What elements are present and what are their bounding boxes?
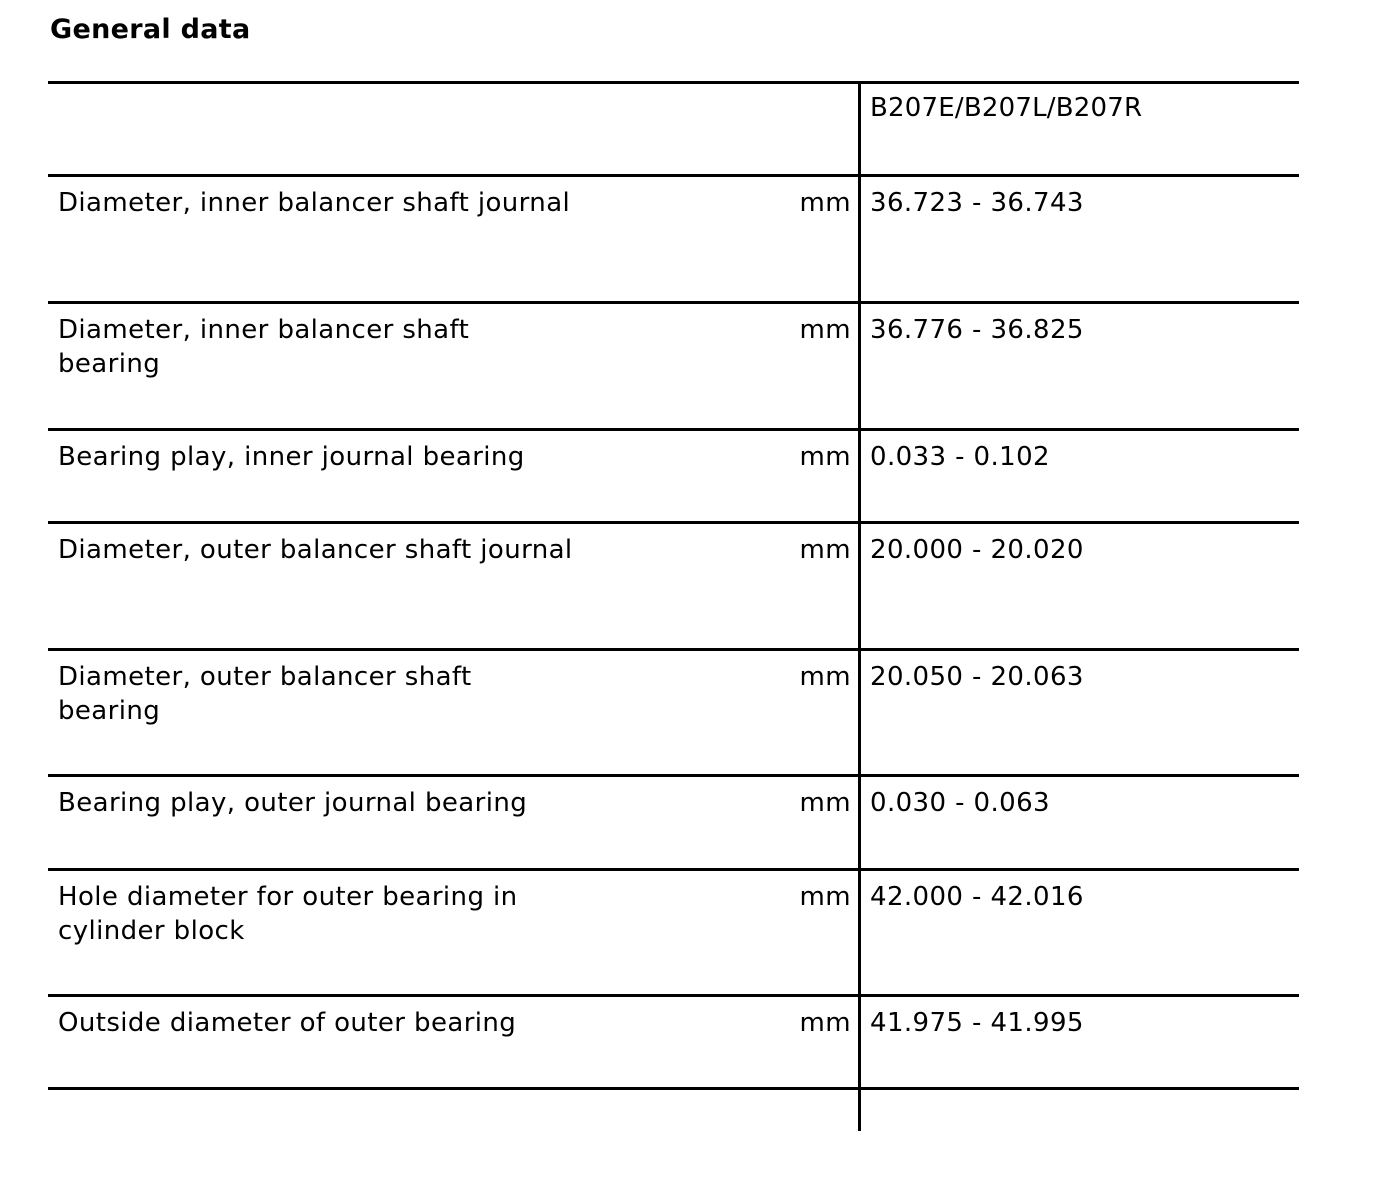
row-label: Diameter, outer balancer shaft journal — [58, 535, 573, 565]
table-row — [48, 428, 1299, 521]
row-value: 36.776 - 36.825 — [870, 315, 1084, 345]
table-row — [48, 648, 1299, 774]
row-value: 0.030 - 0.063 — [870, 788, 1050, 818]
row-value: 41.975 - 41.995 — [870, 1008, 1084, 1038]
table-row — [48, 868, 1299, 994]
row-label: Diameter, outer balancer shaft bearing — [58, 662, 472, 726]
row-unit: mm — [799, 188, 851, 218]
page-title: General data — [50, 14, 251, 45]
row-unit: mm — [799, 882, 851, 912]
table-row — [48, 774, 1299, 868]
row-label: Outside diameter of outer bearing — [58, 1008, 517, 1038]
table-row — [48, 994, 1299, 1087]
row-value: 0.033 - 0.102 — [870, 442, 1050, 472]
row-unit: mm — [799, 535, 851, 565]
row-unit: mm — [799, 788, 851, 818]
row-label: Bearing play, outer journal bearing — [58, 788, 528, 818]
row-label: Diameter, inner balancer shaft bearing — [58, 315, 470, 379]
row-unit: mm — [799, 662, 851, 692]
table-row — [48, 301, 1299, 428]
row-unit: mm — [799, 1008, 851, 1038]
row-unit: mm — [799, 315, 851, 345]
row-value: 20.000 - 20.020 — [870, 535, 1084, 565]
row-label: Hole diameter for outer bearing in cylinder block — [58, 882, 518, 946]
table-rule-bottom — [48, 1087, 1299, 1090]
column-header-model: B207E/B207L/B207R — [870, 93, 1143, 123]
table-row — [48, 521, 1299, 648]
table-row — [48, 174, 1299, 301]
row-value: 42.000 - 42.016 — [870, 882, 1084, 912]
table-header-row — [48, 81, 1299, 174]
row-value: 20.050 - 20.063 — [870, 662, 1084, 692]
row-label: Diameter, inner balancer shaft journal — [58, 188, 571, 218]
row-label: Bearing play, inner journal bearing — [58, 442, 525, 472]
row-unit: mm — [799, 442, 851, 472]
row-value: 36.723 - 36.743 — [870, 188, 1084, 218]
